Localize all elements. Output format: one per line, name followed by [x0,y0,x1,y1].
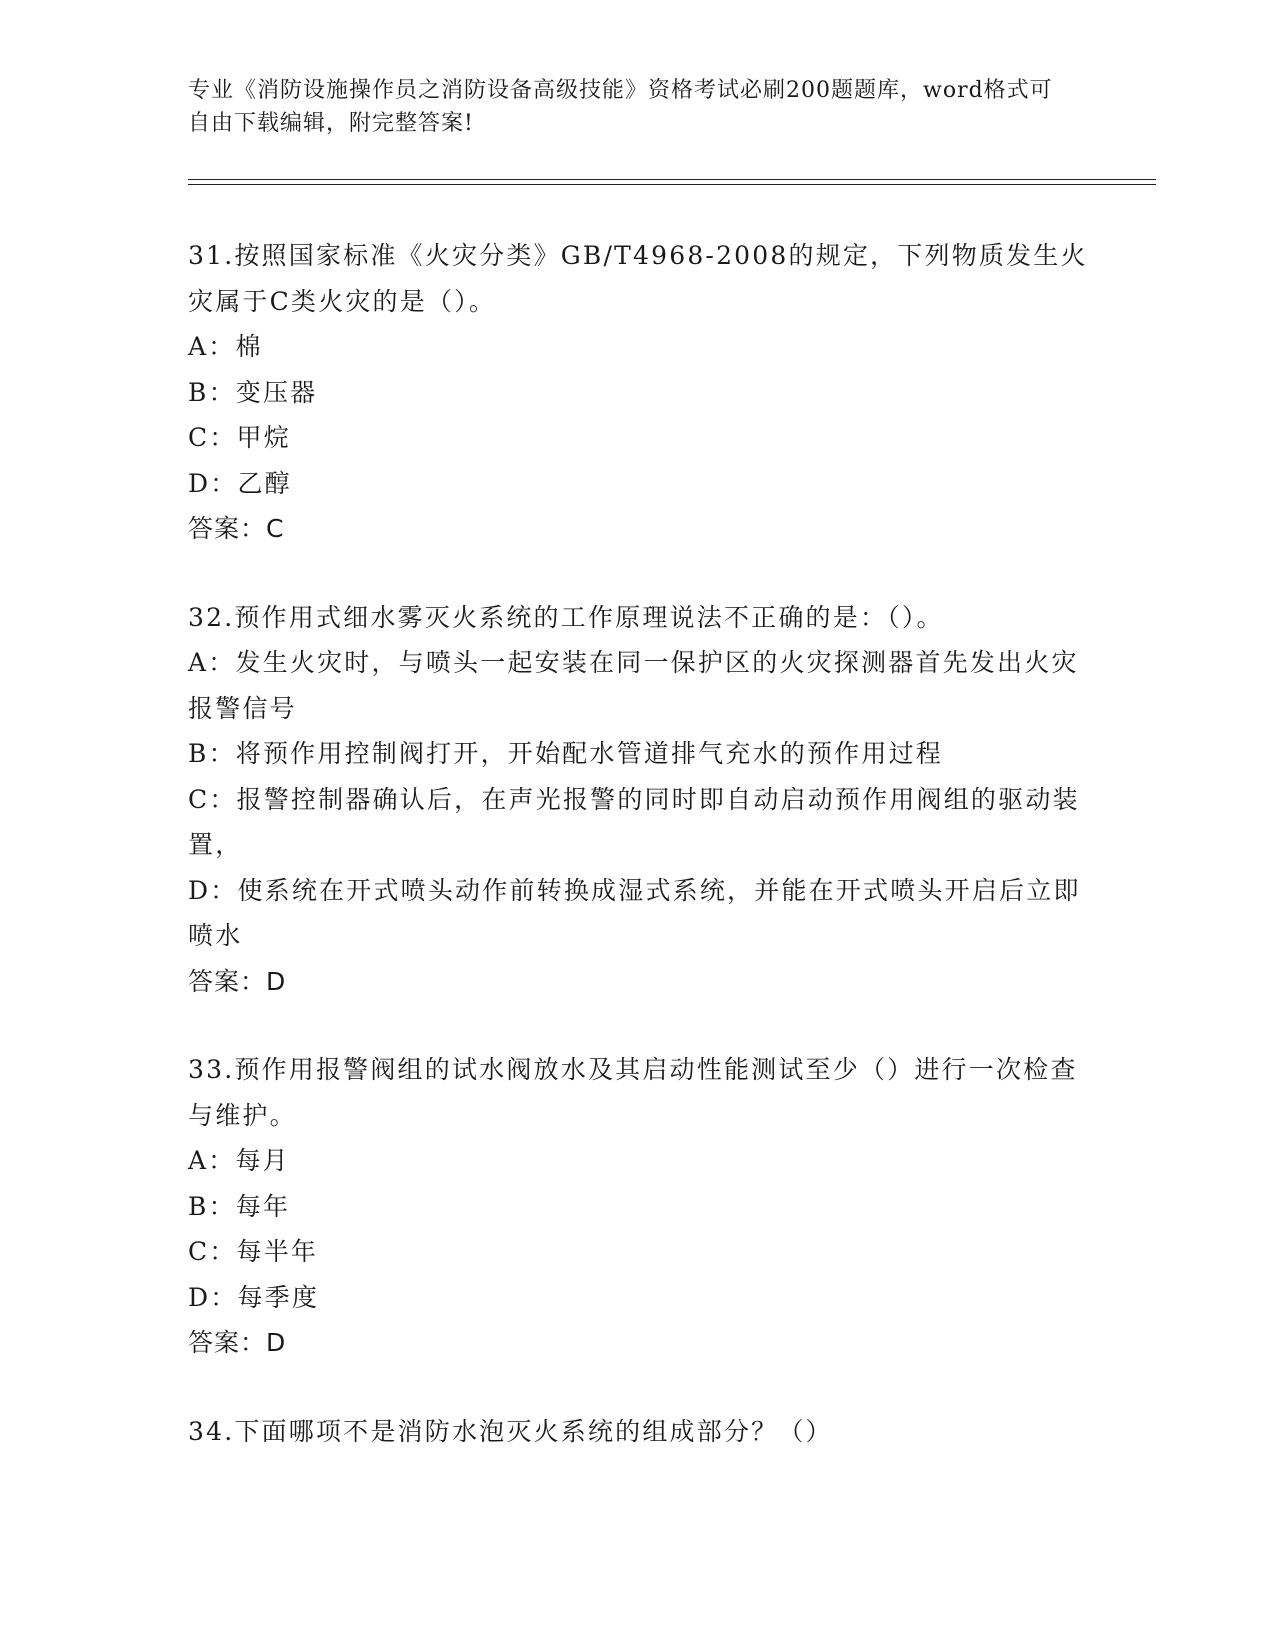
header-divider-top [188,179,1156,180]
question-stem: 33.预作用报警阀组的试水阀放水及其启动性能测试至少（）进行一次检查与维护。 [188,1055,1078,1130]
option-c: C：报警控制器确认后，在声光报警的同时即自动启动预作用阀组的驱动装置， [188,784,1080,859]
option-c: C：甲烷 [188,423,291,452]
answer-label: 答案：C [188,514,285,543]
option-d: D：每季度 [188,1282,320,1312]
option-b: B：变压器 [188,377,318,407]
header-divider-bottom [188,184,1156,185]
option-c: C：每半年 [188,1237,319,1266]
question-34 [188,1409,1088,1455]
question-stem: 31.按照国家标准《火灾分类》GB/T4968-2008的规定，下列物质发生火灾属于C类火灾的是（）。 [188,241,1088,316]
question-stem: 34.下面哪项不是消防水泡灭火系统的组成部分？（） [188,1416,833,1446]
document-header: 专业《消防设施操作员之消防设备高级技能》资格考试必刷200题题库，word格式可自由下载编辑，附完整答案! [188,78,1053,136]
option-a: A：棉 [188,332,263,361]
answer-label: 答案：D [188,966,287,996]
question-stem: 32.预作用式细水雾灭火系统的工作原理说法不正确的是：（）。 [188,602,944,632]
question-33 [188,1047,1088,1366]
option-b: B：将预作用控制阀打开，开始配水管道排气充水的预作用过程 [188,739,943,768]
answer-label: 答案：D [188,1328,287,1357]
option-d: D：乙醇 [188,468,292,498]
option-a: A：发生火灾时，与喷头一起安装在同一保护区的火灾探测器首先发出火灾报警信号 [188,648,1079,723]
question-32 [188,595,1088,1005]
question-list [188,233,1088,1497]
option-d: D：使系统在开式喷头动作前转换成湿式系统，并能在开式喷头开启后立即喷水 [188,875,1081,950]
option-b: B：每年 [188,1191,291,1221]
option-a: A：每月 [188,1146,290,1175]
question-31 [188,233,1088,552]
